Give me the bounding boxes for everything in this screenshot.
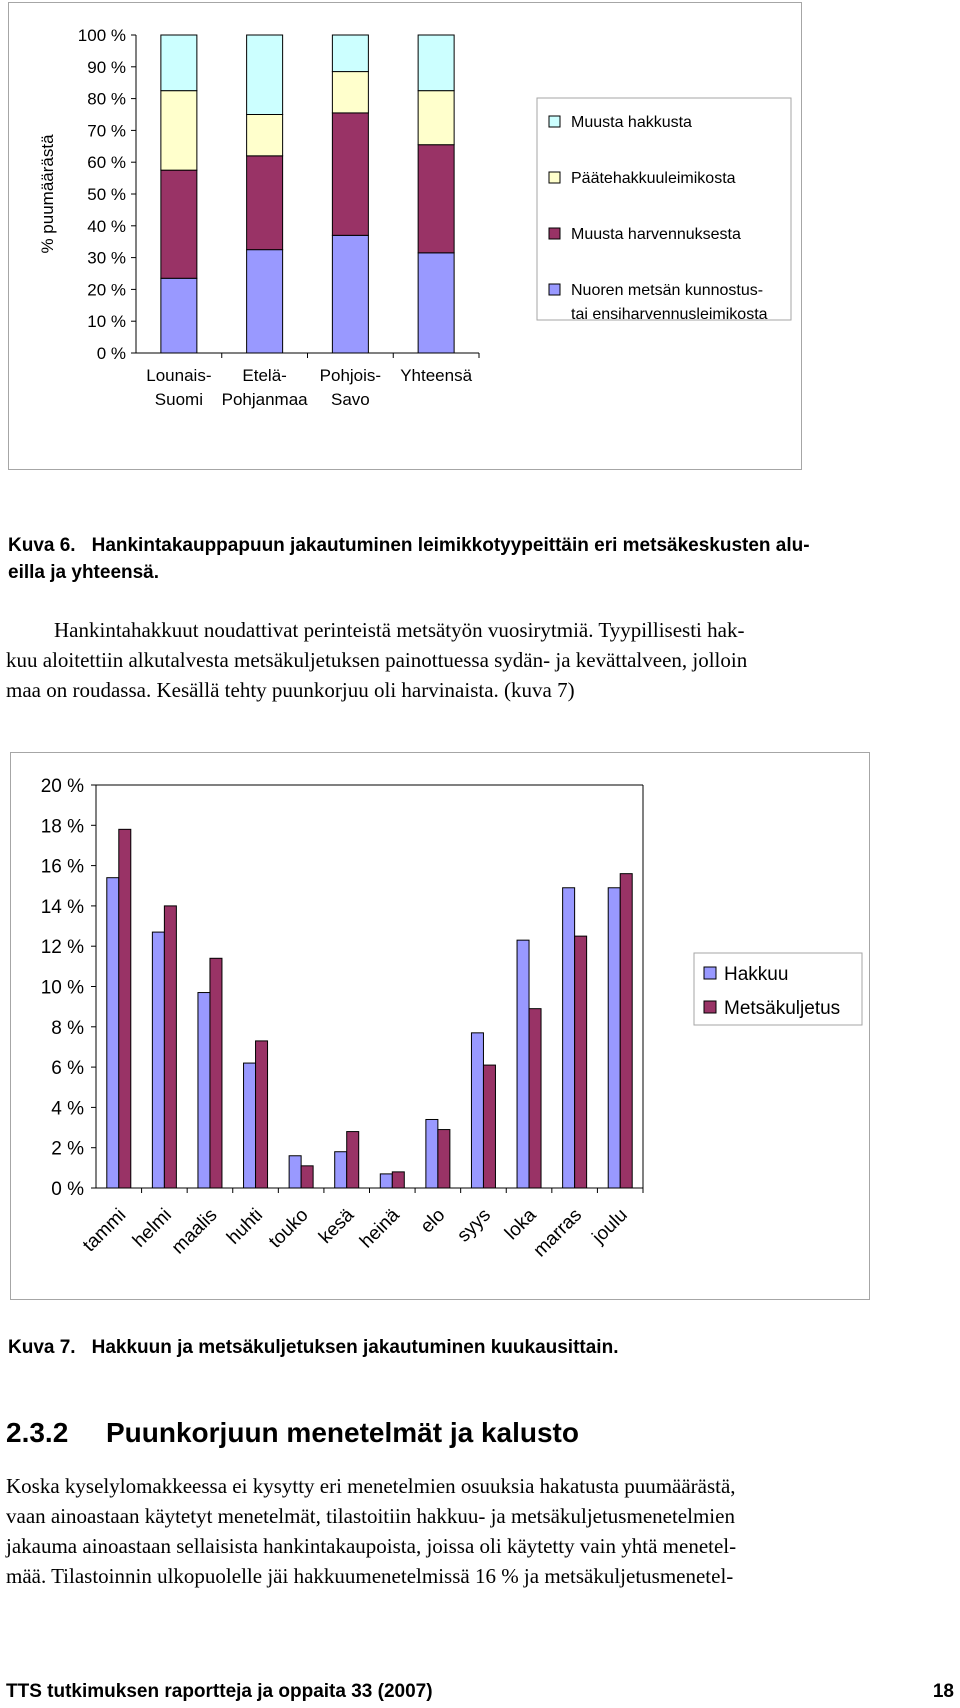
chart2-bar <box>426 1119 438 1188</box>
figure-6-caption <box>8 532 810 586</box>
chart2-bar <box>563 888 575 1188</box>
chart1-category-label: Savo <box>331 390 370 409</box>
chart1-legend-swatch <box>549 284 560 295</box>
chart1-y-tick-label: 70 % <box>87 121 126 141</box>
chart1-y-tick-label: 30 % <box>87 248 126 268</box>
chart1-bar-segment <box>332 113 368 235</box>
chart1-bar-segment <box>247 35 283 115</box>
monthly-bar-chart <box>10 752 870 1300</box>
chart1-category-label: Lounais- <box>146 366 212 385</box>
chart2-y-tick-label: 14 % <box>40 896 84 918</box>
page-footer <box>6 1680 954 1704</box>
chart2-category-label: kesä <box>315 1204 359 1248</box>
chart2-bar <box>244 1063 256 1188</box>
chart1-y-axis-label: % puumäärästä <box>38 134 57 254</box>
chart1-bar-segment <box>418 253 454 353</box>
chart1-category-label: Suomi <box>154 390 203 409</box>
chart2-y-tick-label: 4 % <box>51 1098 84 1120</box>
chart1-category-label: Pohjois- <box>319 366 382 385</box>
chart1-bar-segment <box>418 35 454 91</box>
chart2-bar <box>301 1166 313 1188</box>
chart2-bar <box>335 1152 347 1188</box>
chart2-category-label: huhti <box>223 1204 268 1249</box>
page-number: 18 <box>932 1681 954 1702</box>
chart2-category-label: maalis <box>167 1204 222 1259</box>
chart2-y-tick-label: 0 % <box>51 1179 84 1200</box>
chart2-bar <box>392 1172 404 1188</box>
chart1-bar-segment <box>332 235 368 353</box>
chart2-legend-label: Hakkuu <box>724 964 789 985</box>
chart2-category-label: heinä <box>356 1204 404 1253</box>
chart1-bar-segment <box>247 115 283 156</box>
chart2-category-label: syys <box>453 1204 495 1247</box>
chart1-legend-swatch <box>549 172 560 183</box>
chart2-bar <box>347 1132 359 1188</box>
chart2-bar <box>483 1065 495 1188</box>
chart2-y-tick-label: 8 % <box>51 1017 84 1039</box>
chart1-y-tick-label: 50 % <box>87 185 126 204</box>
chart1-y-tick-label: 100 % <box>77 26 126 45</box>
chart1-legend-label: Nuoren metsän kunnostus- <box>571 282 764 299</box>
chart2-bar <box>152 932 164 1188</box>
chart1-legend-label: tai ensiharvennusleimikosta <box>571 306 768 323</box>
chart2-bar <box>289 1156 301 1188</box>
chart2-y-tick-label: 2 % <box>51 1138 84 1160</box>
chart2-category-label: helmi <box>128 1204 176 1252</box>
chart2-bar <box>620 874 632 1188</box>
chart2-bar <box>471 1033 483 1188</box>
chart2-bar <box>107 878 119 1188</box>
chart1-bar-segment <box>161 170 197 278</box>
chart2-y-tick-label: 6 % <box>51 1058 84 1080</box>
chart2-y-tick-label: 12 % <box>40 937 84 959</box>
chart1-bar-segment <box>332 72 368 113</box>
section-title: Puunkorjuun menetelmät ja kalusto <box>106 1417 579 1448</box>
chart1-category-label: Pohjanmaa <box>221 390 308 409</box>
chart2-y-tick-label: 20 % <box>40 776 84 797</box>
chart2-bar <box>198 993 210 1188</box>
chart2-bar <box>608 888 620 1188</box>
footer-series: TTS tutkimuksen raportteja ja oppaita 33 (2007) <box>6 1681 433 1702</box>
chart2-category-label: marras <box>529 1204 587 1262</box>
monthly-bar-chart-svg <box>11 753 869 1299</box>
chart2-bar <box>517 940 529 1188</box>
chart1-bar-segment <box>247 156 283 250</box>
chart1-bar-segment <box>161 91 197 170</box>
chart2-bar <box>529 1009 541 1188</box>
chart1-category-label: Etelä- <box>242 366 287 385</box>
chart2-category-label: elo <box>416 1204 450 1238</box>
chart1-bar-segment <box>247 250 283 353</box>
chart1-y-tick-label: 10 % <box>87 312 126 332</box>
chart1-bar-segment <box>418 145 454 253</box>
chart1-legend-swatch <box>549 228 560 239</box>
chart2-bar <box>164 906 176 1188</box>
chart1-y-tick-label: 40 % <box>87 216 126 236</box>
chart2-category-label: tammi <box>78 1204 131 1257</box>
chart1-bar-segment <box>161 278 197 353</box>
chart2-y-tick-label: 10 % <box>40 977 84 999</box>
chart2-y-tick-label: 18 % <box>40 816 84 838</box>
figure-7-caption <box>8 1334 618 1361</box>
paragraph-1: Hankintahakkuut noudattivat perinteistä metsätyön vuosirytmiä. Tyypillisesti hak- kuu aloitettiin alkutalvesta metsäkuljetuksen painottuessa sydän- ja kevättalveen, jolloin maa on roudassa. Kesällä tehty puunkorjuu oli harvinaista. (kuva 7) <box>6 618 748 702</box>
chart2-legend-label: Metsäkuljetus <box>724 998 841 1019</box>
chart1-y-tick-label: 20 % <box>87 280 126 300</box>
chart2-bar <box>210 958 222 1188</box>
chart2-bar <box>438 1130 450 1188</box>
chart2-category-label: loka <box>501 1204 541 1245</box>
figure-6-text: Hankintakauppapuun jakautuminen leimikkotyypeittäin eri metsäkeskusten alu- eilla ja yhteensä. <box>8 535 810 583</box>
chart1-legend-swatch <box>549 116 560 127</box>
chart1-y-tick-label: 60 % <box>87 153 126 173</box>
chart2-category-label: touko <box>264 1204 313 1253</box>
chart2-bar <box>256 1041 268 1188</box>
paragraph-2: Koska kyselylomakkeessa ei kysytty eri menetelmien osuuksia hakatusta puumäärästä, vaan ainoastaan käytetyt menetelmät, tilastoitiin hakkuu- ja metsäkuljetusmenetelmien jakauma ainoastaan sellaisista hankintakaupoista, joissa oli käytetty vain yhtä menetel- mää. Tilastoinnin ulkopuolelle jäi hakkuumenetelmissä 16 % ja metsäkuljetusmenetel- <box>6 1474 737 1588</box>
section-heading <box>6 1415 579 1451</box>
chart1-bar-segment <box>161 35 197 91</box>
chart2-category-label: joulu <box>588 1204 632 1248</box>
chart1-legend-label: Muusta hakkusta <box>571 114 692 131</box>
chart2-bar <box>575 936 587 1188</box>
figure-7-text: Hakkuun ja metsäkuljetuksen jakautuminen kuukausittain. <box>91 1337 619 1358</box>
chart2-bar <box>380 1174 392 1188</box>
chart2-bar <box>119 829 131 1188</box>
chart1-y-tick-label: 0 % <box>96 344 126 363</box>
chart1-bar-segment <box>332 35 368 72</box>
chart2-legend-swatch <box>704 967 716 979</box>
figure-6-number: Kuva 6. <box>8 535 76 556</box>
chart2-legend-swatch <box>704 1001 716 1013</box>
figure-7-number: Kuva 7. <box>8 1337 76 1358</box>
stacked-bar-chart <box>8 2 802 470</box>
chart1-legend-label: Muusta harvennuksesta <box>571 226 741 243</box>
chart1-category-label: Yhteensä <box>400 366 473 385</box>
chart1-legend-label: Päätehakkuuleimikosta <box>571 170 736 187</box>
chart2-y-tick-label: 16 % <box>40 856 84 878</box>
chart1-y-tick-label: 80 % <box>87 89 126 109</box>
chart1-bar-segment <box>418 91 454 145</box>
section-number: 2.3.2 <box>6 1417 69 1448</box>
stacked-bar-chart-svg <box>9 3 801 469</box>
chart1-y-tick-label: 90 % <box>87 57 126 77</box>
